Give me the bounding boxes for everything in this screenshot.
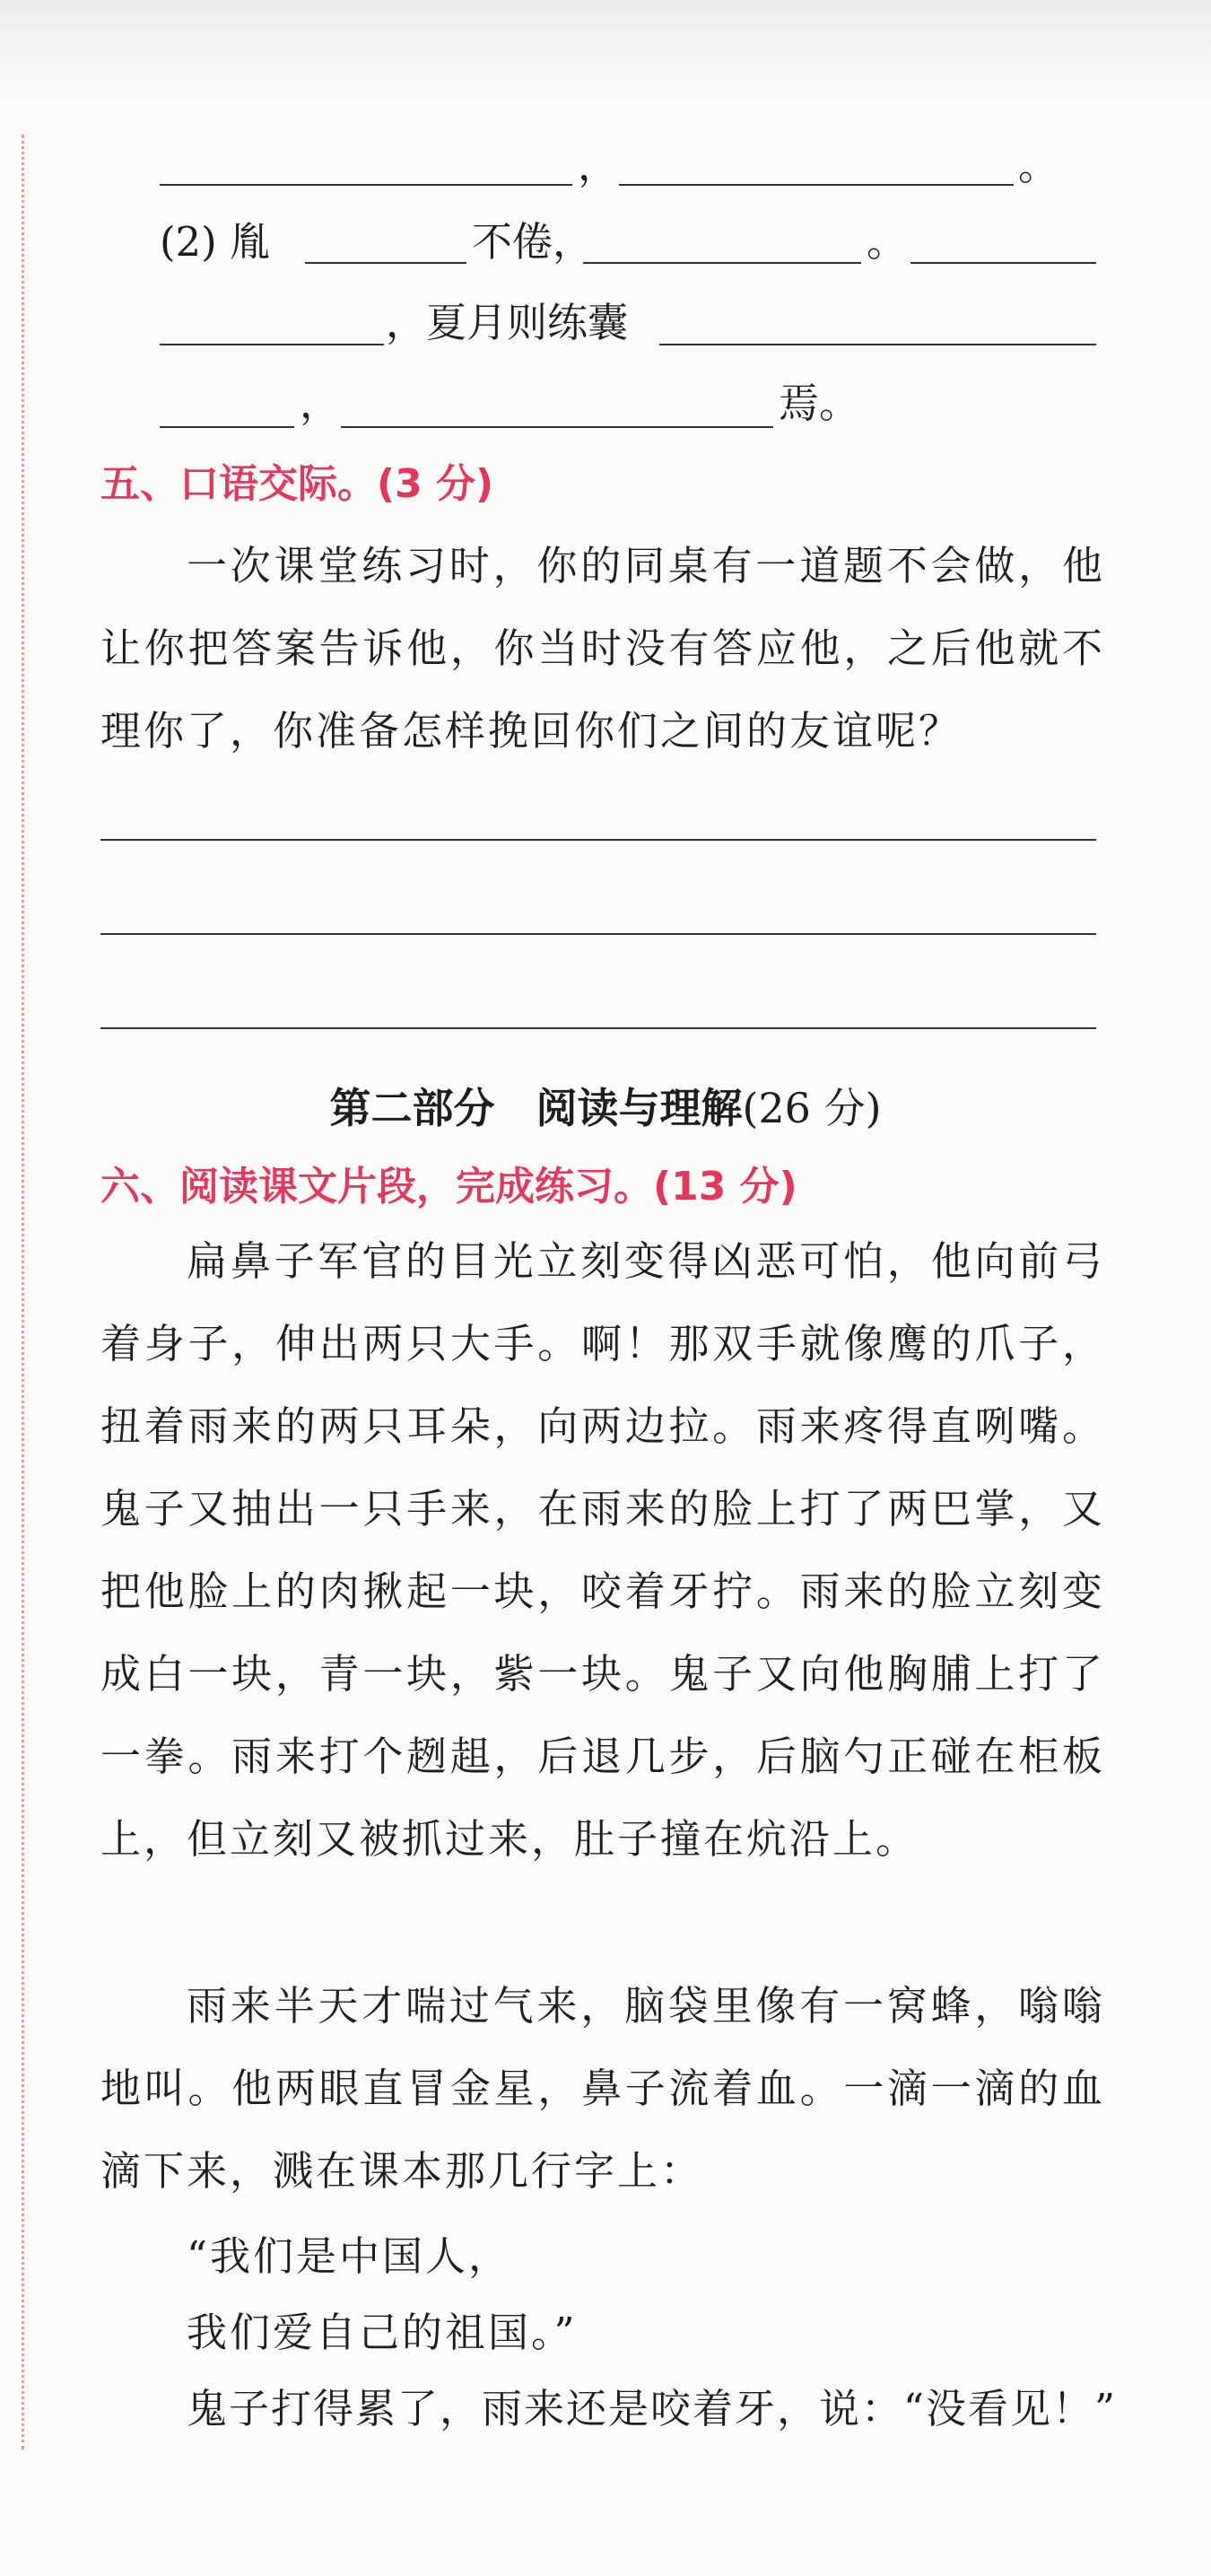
answer-blank[interactable] [583,262,861,264]
dotted-margin-line [22,135,24,2449]
section5-question: 一次课堂练习时，你的同桌有一道题不会做，他让你把答案告诉他，你当时没有答应他，之后他就不理你了，你准备怎样挽回你们之间的友谊呢？ [100,542,1105,755]
fill-text: 不倦， [472,218,594,266]
part-score: (26 分) [742,1084,882,1132]
fill-text: 焉。 [779,380,860,427]
answer-blank[interactable] [619,184,1014,186]
section6-heading: 六、阅读课文片段，完成练习。(13 分) [100,1164,797,1209]
answer-line[interactable] [100,1027,1096,1029]
section5-heading: 五、口语交际。(3 分) [100,461,494,507]
answer-blank[interactable] [910,262,1096,264]
item-number: (2) 胤 [160,218,271,266]
answer-blank[interactable] [160,344,384,345]
period-mark: 。 [867,218,908,266]
passage-paragraph-3: 鬼子打得累了，雨来还是咬着牙，说：“没看见！” [187,2385,1118,2432]
comma-mark: ， [300,380,341,427]
answer-blank[interactable] [305,262,466,264]
period-mark: 。 [1018,142,1059,189]
answer-line[interactable] [100,839,1096,841]
quote-line-1: “我们是中国人， [187,2232,512,2280]
part-title-text: 第二部分 阅读与理解 [329,1084,743,1132]
scan-top-shadow [0,0,1211,108]
fill-text: ，夏月则练囊 [386,299,629,346]
passage-paragraph-1: 扁鼻子军官的目光立刻变得凶恶可怕，他向前弓着身子，伸出两只大手。啊！那双手就像鹰的爪子，扭着雨来的两只耳朵，向两边拉。雨来疼得直咧嘴。鬼子又抽出一只手来，在雨来的脸上打了两巴掌，又把他脸上的肉揪起一块，咬着牙拧。雨来的脸立刻变成白一块，青一块，紫一块。鬼子又向他胸脯上打了一拳。雨来打个趔趄，后退几步，后脑勺正碰在柜板上，但立刻又被抓过来，肚子撞在炕沿上。 [100,1237,1105,1863]
answer-blank[interactable] [659,344,1096,345]
answer-blank[interactable] [341,426,773,428]
quote-line-2: 我们爱自己的祖国。” [187,2309,578,2356]
answer-blank[interactable] [160,426,294,428]
part-title [0,1081,1211,1135]
comma-mark: ， [578,142,619,189]
answer-blank[interactable] [160,184,572,186]
passage-paragraph-2: 雨来半天才喘过气来，脑袋里像有一窝蜂，嗡嗡地叫。他两眼直冒金星，鼻子流着血。一滴一滴的血滴下来，溅在课本那几行字上： [100,1982,1105,2195]
answer-line[interactable] [100,933,1096,935]
